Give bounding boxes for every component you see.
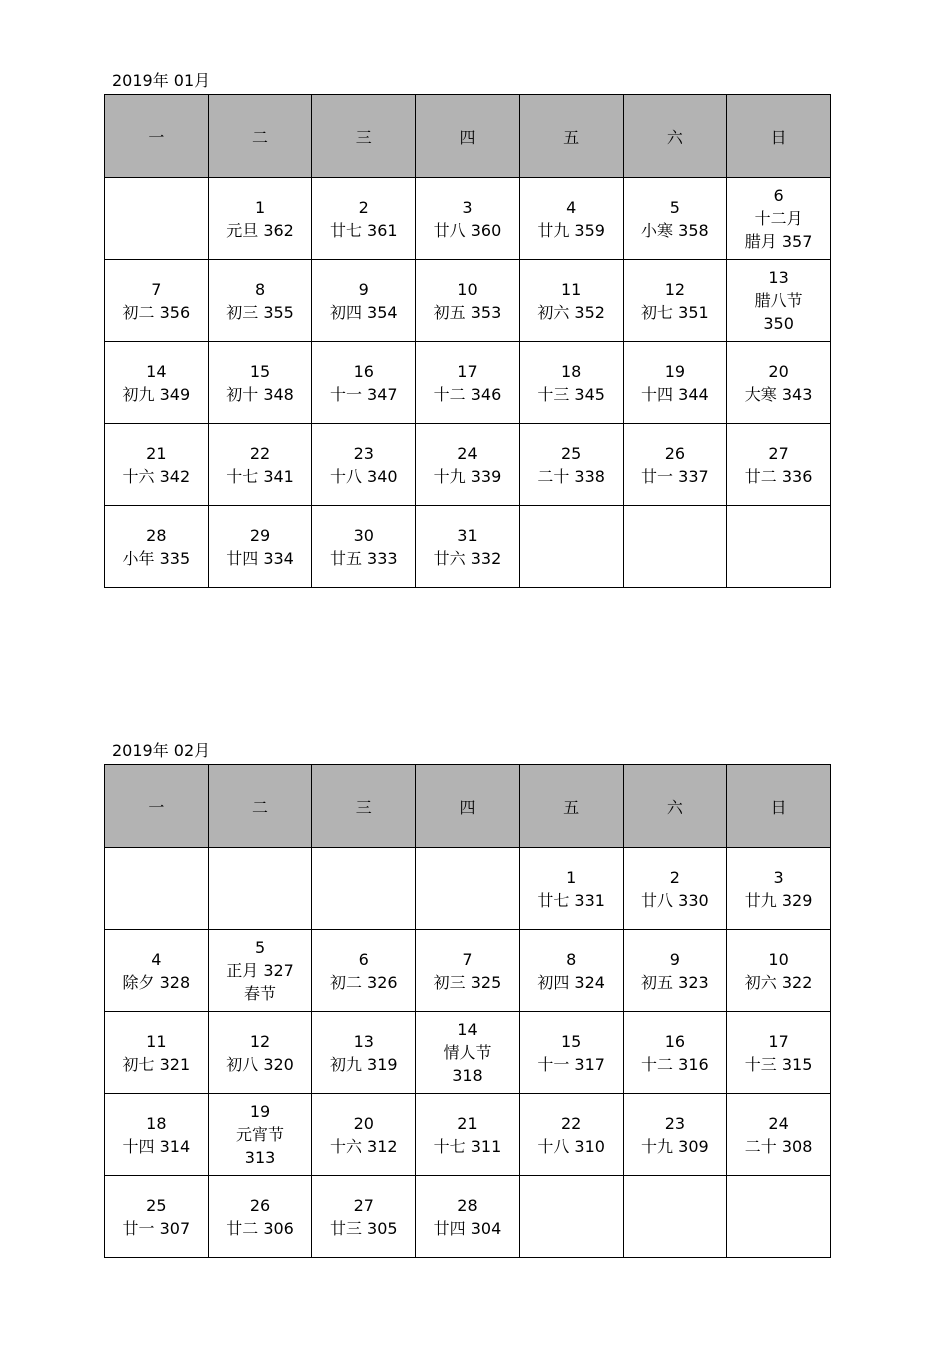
day-number: 14	[146, 361, 167, 381]
day-number: 16	[353, 361, 374, 381]
day-number: 31	[457, 525, 478, 545]
day-number: 21	[457, 1113, 478, 1133]
lunar-info: 廿九 329	[744, 890, 813, 910]
day-cell	[416, 424, 520, 506]
day-number: 8	[254, 279, 266, 299]
day-cell	[416, 342, 520, 424]
day-number: 6	[773, 186, 784, 205]
lunar-info: 初四 354	[329, 302, 398, 322]
day-cell	[312, 1012, 416, 1094]
lunar-info: 十二 346	[433, 384, 502, 404]
lunar-info: 二十 338	[537, 466, 605, 486]
lunar-info: 廿八 330	[641, 890, 709, 910]
week-row	[105, 848, 831, 930]
weekday-header: 五	[519, 765, 623, 848]
weekday-header: 四	[416, 765, 520, 848]
day-cell	[208, 930, 312, 1012]
day-number: 6	[358, 949, 369, 969]
day-cell	[208, 506, 312, 588]
week-row	[105, 342, 831, 424]
empty-day-cell	[105, 178, 209, 260]
lunar-info: 初七 321	[122, 1054, 191, 1074]
day-cell	[312, 1094, 416, 1176]
weekday-header: 六	[623, 765, 727, 848]
week-row	[105, 424, 831, 506]
day-number: 4	[151, 949, 162, 969]
day-number: 28	[457, 1195, 478, 1215]
weekday-header-row	[105, 765, 831, 848]
day-number: 11	[560, 279, 582, 299]
day-cell	[519, 848, 623, 930]
lunar-info: 十二月	[754, 209, 803, 228]
lunar-info: 十七 341	[226, 466, 294, 486]
day-cell	[312, 930, 416, 1012]
lunar-info: 350	[763, 314, 794, 333]
day-number: 8	[566, 949, 577, 969]
empty-day-cell	[519, 506, 623, 588]
day-cell	[727, 1094, 831, 1176]
day-number: 18	[146, 1113, 167, 1133]
day-number: 10	[457, 279, 478, 299]
lunar-info: 十九 339	[433, 466, 502, 486]
calendar-table	[104, 764, 831, 1258]
day-cell	[519, 1094, 623, 1176]
lunar-info: 十二 316	[641, 1054, 709, 1074]
lunar-info: 初八 320	[226, 1054, 294, 1074]
lunar-info: 正月 327	[226, 961, 294, 980]
lunar-info: 小年 335	[122, 548, 191, 568]
weekday-header: 四	[416, 95, 520, 178]
lunar-info: 十四 314	[122, 1136, 191, 1156]
lunar-info: 腊八节	[754, 291, 803, 310]
lunar-info: 廿八 360	[433, 220, 502, 240]
lunar-info: 廿四 334	[226, 548, 294, 568]
weekday-header: 六	[623, 95, 727, 178]
day-cell	[519, 342, 623, 424]
day-number: 5	[254, 938, 266, 957]
lunar-info: 除夕 328	[122, 972, 191, 992]
day-number: 1	[566, 867, 577, 887]
week-row	[105, 1176, 831, 1258]
day-number: 2	[669, 867, 680, 887]
day-number: 14	[457, 1020, 478, 1039]
day-cell	[727, 424, 831, 506]
day-number: 9	[358, 279, 369, 299]
day-cell	[208, 1012, 312, 1094]
empty-day-cell	[519, 1176, 623, 1258]
day-number: 23	[353, 443, 374, 463]
empty-day-cell	[312, 848, 416, 930]
lunar-info: 初二 356	[122, 302, 191, 322]
lunar-info: 十七 311	[433, 1136, 502, 1156]
day-number: 16	[664, 1031, 686, 1051]
day-cell	[208, 1094, 312, 1176]
day-number: 17	[457, 361, 478, 381]
day-number: 10	[768, 949, 789, 969]
day-cell	[623, 1012, 727, 1094]
empty-day-cell	[727, 1176, 831, 1258]
day-number: 4	[566, 197, 577, 217]
lunar-info: 初五 353	[433, 302, 502, 322]
lunar-info: 初六 322	[744, 972, 813, 992]
lunar-info: 十一 317	[537, 1054, 605, 1074]
month-title: 2019年 02月	[112, 741, 211, 760]
lunar-info: 十三 315	[744, 1054, 813, 1074]
weekday-header: 三	[312, 95, 416, 178]
day-cell	[416, 1012, 520, 1094]
day-number: 28	[146, 525, 167, 545]
lunar-info: 十八 340	[329, 466, 398, 486]
empty-day-cell	[416, 848, 520, 930]
day-number: 19	[664, 361, 686, 381]
day-number: 7	[462, 949, 473, 969]
lunar-info: 十九 309	[641, 1136, 709, 1156]
lunar-info: 廿四 304	[433, 1218, 502, 1238]
lunar-info: 廿七 361	[329, 220, 398, 240]
day-number: 15	[249, 361, 271, 381]
lunar-info: 廿二 306	[226, 1218, 294, 1238]
day-number: 25	[146, 1195, 167, 1215]
empty-day-cell	[623, 506, 727, 588]
lunar-info: 大寒 343	[744, 384, 813, 404]
day-number: 22	[560, 1113, 582, 1133]
day-number: 25	[560, 443, 582, 463]
day-cell	[727, 342, 831, 424]
lunar-info: 十四 344	[641, 384, 709, 404]
lunar-info: 十六 342	[122, 466, 191, 486]
calendar-month-january	[104, 70, 831, 588]
day-number: 27	[768, 443, 789, 463]
lunar-info: 二十 308	[744, 1136, 813, 1156]
week-row	[105, 1094, 831, 1176]
day-cell	[623, 178, 727, 260]
day-number: 13	[768, 268, 789, 287]
lunar-info: 小寒 358	[641, 220, 709, 240]
week-row	[105, 506, 831, 588]
day-cell	[416, 930, 520, 1012]
lunar-info: 初三 355	[226, 302, 294, 322]
week-row	[105, 178, 831, 260]
day-cell	[312, 178, 416, 260]
day-cell	[519, 424, 623, 506]
day-number: 5	[669, 197, 680, 217]
day-cell	[519, 1012, 623, 1094]
day-cell	[623, 260, 727, 342]
day-cell	[623, 1094, 727, 1176]
weekday-header: 一	[105, 95, 209, 178]
day-cell	[623, 424, 727, 506]
lunar-info: 313	[244, 1148, 276, 1167]
day-number: 29	[249, 525, 271, 545]
week-row	[105, 930, 831, 1012]
day-cell	[312, 424, 416, 506]
day-number: 19	[249, 1102, 271, 1121]
lunar-info: 廿一 307	[122, 1218, 191, 1238]
day-cell	[727, 178, 831, 260]
lunar-info: 初三 325	[433, 972, 502, 992]
lunar-info: 初九 349	[122, 384, 191, 404]
day-cell	[312, 1176, 416, 1258]
day-number: 27	[353, 1195, 374, 1215]
day-cell	[105, 506, 209, 588]
weekday-header: 日	[727, 95, 831, 178]
day-cell	[519, 178, 623, 260]
lunar-info: 廿九 359	[537, 220, 605, 240]
day-number: 3	[462, 197, 473, 217]
lunar-info: 初十 348	[226, 384, 294, 404]
day-cell	[105, 1176, 209, 1258]
day-cell	[519, 930, 623, 1012]
day-cell	[208, 260, 312, 342]
calendar-table	[104, 94, 831, 588]
day-number: 18	[560, 361, 582, 381]
empty-day-cell	[623, 1176, 727, 1258]
day-number: 11	[146, 1031, 167, 1051]
day-cell	[727, 930, 831, 1012]
day-cell	[312, 260, 416, 342]
day-cell	[105, 260, 209, 342]
lunar-info: 元旦 362	[226, 220, 294, 240]
day-number: 21	[146, 443, 167, 463]
day-number: 20	[768, 361, 789, 381]
week-row	[105, 1012, 831, 1094]
day-cell	[727, 260, 831, 342]
day-cell	[416, 178, 520, 260]
day-cell	[312, 342, 416, 424]
day-cell	[208, 342, 312, 424]
lunar-info: 廿一 337	[641, 466, 709, 486]
day-cell	[105, 424, 209, 506]
empty-day-cell	[727, 506, 831, 588]
day-number: 1	[254, 197, 266, 217]
lunar-info: 十三 345	[537, 384, 605, 404]
day-cell	[312, 506, 416, 588]
lunar-info: 初五 323	[641, 972, 709, 992]
lunar-info: 廿五 333	[329, 548, 398, 568]
lunar-info: 十一 347	[329, 384, 398, 404]
lunar-info: 腊月 357	[744, 232, 813, 251]
day-cell	[105, 1012, 209, 1094]
day-cell	[416, 1176, 520, 1258]
day-cell	[623, 342, 727, 424]
day-number: 26	[664, 443, 686, 463]
day-cell	[519, 260, 623, 342]
day-cell	[208, 1176, 312, 1258]
day-number: 20	[353, 1113, 374, 1133]
weekday-header-row	[105, 95, 831, 178]
day-cell	[105, 342, 209, 424]
day-number: 17	[768, 1031, 789, 1051]
lunar-info: 廿三 305	[329, 1218, 398, 1238]
lunar-info: 廿六 332	[433, 548, 502, 568]
day-number: 30	[353, 525, 374, 545]
lunar-info: 初二 326	[329, 972, 398, 992]
day-number: 13	[353, 1031, 374, 1051]
day-cell	[105, 1094, 209, 1176]
day-number: 24	[457, 443, 478, 463]
day-number: 9	[669, 949, 680, 969]
day-number: 12	[664, 279, 686, 299]
weekday-header: 二	[208, 95, 312, 178]
lunar-info: 元宵节	[236, 1125, 285, 1144]
day-cell	[623, 848, 727, 930]
lunar-info: 初七 351	[641, 302, 709, 322]
day-number: 2	[358, 197, 369, 217]
day-cell	[727, 1012, 831, 1094]
calendar-month-february	[104, 740, 831, 1258]
day-cell	[105, 930, 209, 1012]
day-number: 3	[773, 867, 784, 887]
empty-day-cell	[208, 848, 312, 930]
lunar-info: 廿二 336	[744, 466, 813, 486]
day-cell	[416, 506, 520, 588]
lunar-info: 初六 352	[537, 302, 605, 322]
day-number: 15	[560, 1031, 582, 1051]
lunar-info: 廿七 331	[537, 890, 605, 910]
lunar-info: 初九 319	[329, 1054, 398, 1074]
empty-day-cell	[105, 848, 209, 930]
day-number: 7	[151, 279, 162, 299]
weekday-header: 三	[312, 765, 416, 848]
weekday-header: 二	[208, 765, 312, 848]
lunar-info: 318	[452, 1066, 483, 1085]
day-cell	[727, 848, 831, 930]
day-cell	[208, 178, 312, 260]
day-number: 12	[249, 1031, 271, 1051]
day-cell	[416, 1094, 520, 1176]
weekday-header: 一	[105, 765, 209, 848]
day-number: 22	[249, 443, 271, 463]
lunar-info: 春节	[244, 984, 277, 1003]
lunar-info: 十八 310	[537, 1136, 605, 1156]
lunar-info: 初四 324	[537, 972, 605, 992]
day-cell	[623, 930, 727, 1012]
day-number: 24	[768, 1113, 789, 1133]
month-title: 2019年 01月	[112, 71, 211, 90]
day-number: 23	[664, 1113, 686, 1133]
weekday-header: 五	[519, 95, 623, 178]
lunar-info: 情人节	[443, 1043, 492, 1062]
day-number: 26	[249, 1195, 271, 1215]
weekday-header: 日	[727, 765, 831, 848]
day-cell	[208, 424, 312, 506]
week-row	[105, 260, 831, 342]
day-cell	[416, 260, 520, 342]
lunar-info: 十六 312	[329, 1136, 398, 1156]
